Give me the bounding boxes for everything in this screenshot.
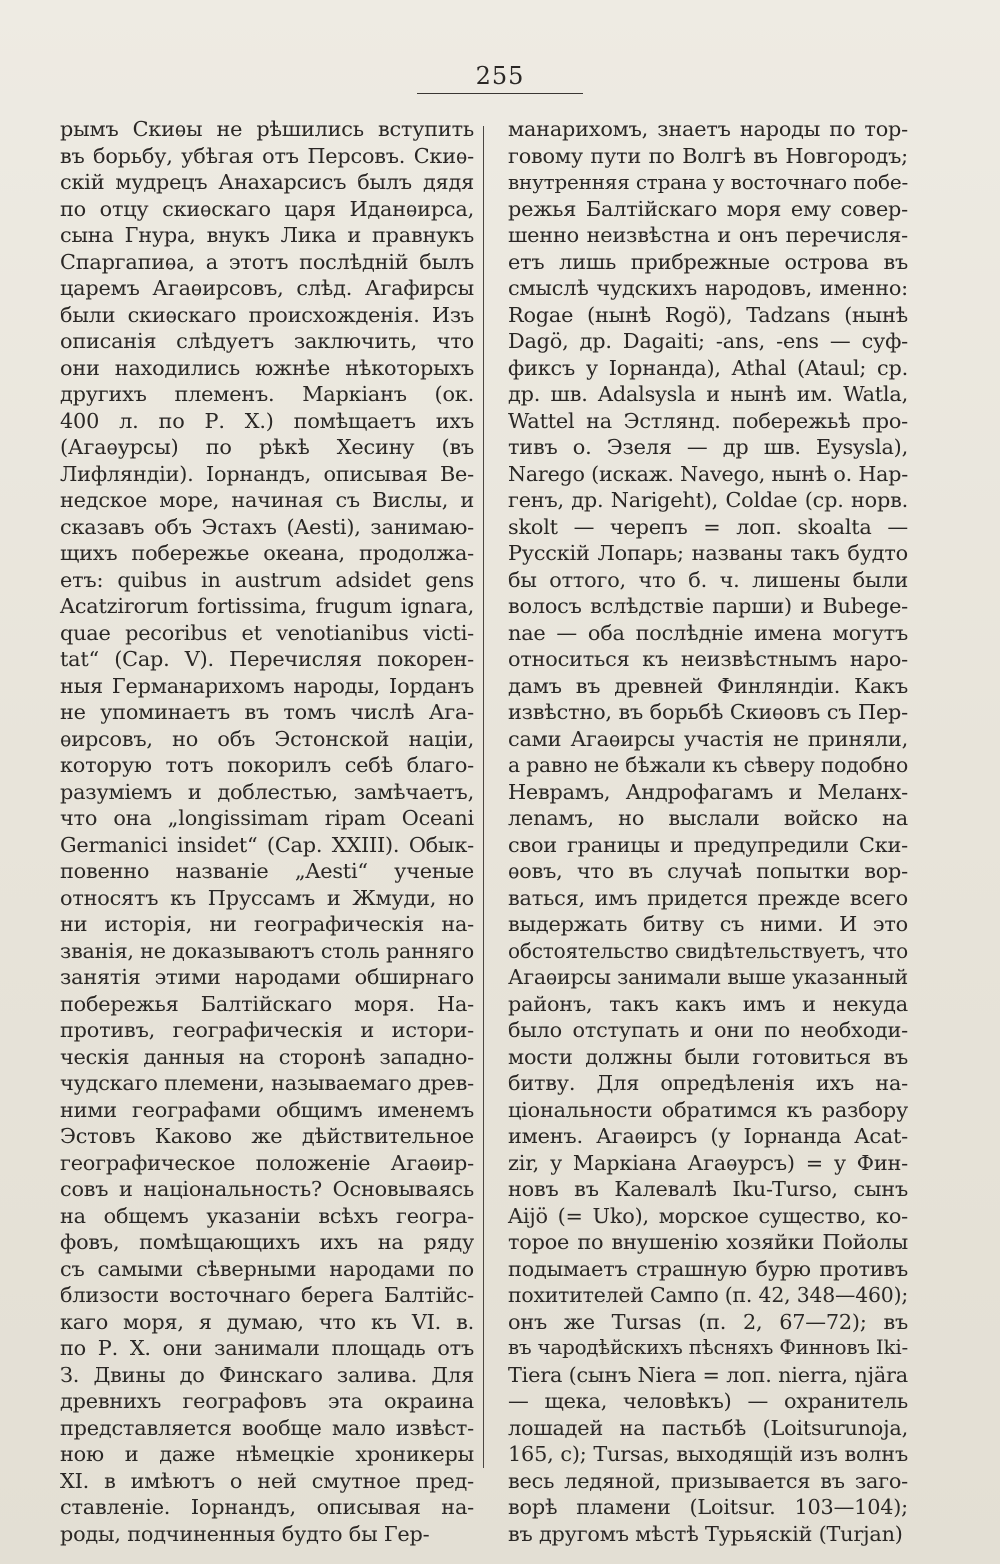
text-line: торое по внушенію хозяйки Пойолы: [508, 1230, 908, 1254]
text-line: Русскій Лопарь; названы такъ будто: [508, 541, 908, 565]
text-line: съ самыми сѣверными народами по: [60, 1256, 474, 1281]
text-line: выдержать битву съ ними. И это: [508, 912, 908, 936]
text-line: ныя Германарихомъ народы, Іорданъ: [60, 673, 474, 698]
text-line: skolt — черепъ = лоп. skoalta —: [508, 514, 908, 539]
text-line: свои границы и предупредили Ски-: [508, 832, 908, 857]
text-line: фовъ, помѣщающихъ ихъ на ряду: [60, 1230, 474, 1254]
text-line: режья Балтійскаго моря ему совер-: [508, 196, 908, 221]
text-line: ни исторія, ни географическія на-: [60, 912, 474, 936]
text-line: др. шв. Adalsysla и нынѣ им. Watla,: [508, 382, 908, 406]
text-line: по Р. Х. они занимали площадь отъ: [60, 1336, 474, 1360]
text-line: Germanici insidet“ (Cap. XXIII). Обык-: [60, 832, 474, 857]
text-line: Агаѳирсы занимали выше указанный: [508, 965, 908, 989]
text-line: географическое положеніе Агаѳир-: [60, 1150, 474, 1175]
text-line: другихъ племенъ. Маркіанъ (ок.: [60, 382, 474, 406]
text-line: щихъ побережье океана, продолжа-: [60, 541, 474, 565]
text-line: они находились южнѣе нѣкоторыхъ: [60, 355, 474, 380]
text-line: Dagö, др. Dagaiti; -ans, -ens — суф-: [508, 329, 908, 353]
text-line: весь ледяной, призывается въ заго-: [508, 1468, 908, 1493]
text-line: Acatzirorum fortissima, frugum ignara,: [60, 594, 474, 618]
text-line: ними географами общимъ именемъ: [60, 1097, 474, 1122]
text-line: сына Гнура, внукъ Лика и правнукъ: [60, 223, 474, 247]
text-line: близости восточнаго берега Балтійс-: [60, 1283, 474, 1307]
text-line: ворѣ пламени (Loitsur. 103—104);: [508, 1495, 908, 1519]
right-text-column: [508, 116, 908, 1547]
text-line: говому пути по Волгѣ въ Новгородъ;: [508, 143, 908, 168]
text-line: ѳовъ, что въ случаѣ попытки вор-: [508, 859, 908, 883]
text-line: tat“ (Cap. V). Перечисляя покорен-: [60, 647, 474, 671]
text-line: обстоятельство свидѣтельствуетъ, что: [508, 938, 908, 963]
text-line: новъ въ Калевалѣ Iku-Turso, сынъ: [508, 1177, 908, 1201]
text-line: подымаетъ страшную бурю противъ: [508, 1256, 908, 1281]
text-line: смыслѣ чудскихъ народовъ, именно:: [508, 276, 908, 300]
text-line: въ чародѣйскихъ пѣсняхъ Финновъ Iki-: [508, 1336, 908, 1359]
page-number: 255: [475, 62, 525, 90]
text-line: ною и даже нѣмецкіе хроникеры: [60, 1442, 474, 1466]
text-line: XI. в имѣютъ о ней смутное пред-: [60, 1468, 474, 1493]
text-line: тивъ о. Эзеля — др шв. Eysysla),: [508, 435, 908, 459]
text-line: относиться къ неизвѣстнымъ наро-: [508, 647, 908, 671]
text-line: не упоминаетъ въ томъ числѣ Ага-: [60, 700, 474, 724]
text-line: Эстовъ Каково же дѣйствительное: [60, 1124, 474, 1148]
text-line: въ борьбу, убѣгая отъ Персовъ. Скиѳ-: [60, 143, 474, 168]
text-line: побережья Балтійскаго моря. На-: [60, 991, 474, 1016]
text-line: рымъ Скиѳы не рѣшились вступить: [60, 117, 474, 141]
text-line: районъ, такъ какъ имъ и некуда: [508, 991, 908, 1016]
text-line: битву. Для опредѣленія ихъ на-: [508, 1071, 908, 1095]
text-line: въ другомъ мѣстѣ Турьяскій (Turjan): [508, 1521, 903, 1546]
text-line: недское море, начиная съ Вислы, и: [60, 488, 474, 512]
column-divider: [483, 126, 484, 1468]
text-line: которую тотъ покорилъ себѣ благо-: [60, 753, 474, 777]
text-line: етъ: quibus in austrum adsidet gens: [60, 567, 474, 592]
text-line: Спаргапиѳа, а этотъ послѣдній былъ: [60, 249, 474, 274]
text-line: 400 л. по Р. Х.) помѣщаетъ ихъ: [60, 408, 474, 433]
text-line: описанія слѣдуетъ заключить, что: [60, 329, 474, 353]
text-line: ѳирсовъ, но объ Эстонской націи,: [60, 726, 474, 751]
text-line: разуміемъ и доблестью, замѣчаетъ,: [60, 779, 474, 804]
text-line: каго моря, я думаю, что къ VI. в.: [60, 1309, 474, 1334]
text-line: царемъ Агаѳирсовъ, слѣд. Агафирсы: [60, 276, 474, 300]
text-line: Wattel на Эстлянд. побережьѣ про-: [508, 408, 908, 433]
text-line: сами Агаѳирсы участія не приняли,: [508, 726, 908, 751]
text-line: а равно не бѣжали къ сѣверу подобно: [508, 753, 908, 777]
left-text-column: [60, 116, 474, 1547]
text-line: Rogae (нынѣ Rogö), Tadzans (нынѣ: [508, 302, 908, 327]
text-line: совъ и національность? Основываясь: [60, 1177, 474, 1201]
text-line: леnамъ, но выслали войско на: [508, 806, 908, 830]
text-line: противъ, географическія и истори-: [60, 1018, 474, 1042]
text-line: что она „longissimam ripam Oceani: [60, 806, 474, 830]
text-line: лошадей на пастьбѣ (Loitsurunoja,: [508, 1415, 908, 1440]
text-line: З. Двины до Финскаго залива. Для: [60, 1362, 474, 1387]
text-line: манарихомъ, знаетъ народы по тор-: [508, 117, 908, 141]
text-line: nae — оба послѣдніе имена могутъ: [508, 620, 908, 645]
text-line: древнихъ географовъ эта окраина: [60, 1389, 474, 1413]
text-line: шенно неизвѣстна и онъ перечисля-: [508, 223, 908, 247]
text-line: Лифляндіи). Іорнандъ, описывая Ве-: [60, 461, 474, 486]
text-line: ческія данныя на сторонѣ западно-: [60, 1044, 474, 1069]
text-line: именъ. Агаѳирсъ (у Іорнанда Acat-: [508, 1124, 908, 1148]
text-line: онъ же Tursas (п. 2, 67—72); въ: [508, 1309, 908, 1334]
text-line: ціональности обратимся къ разбору: [508, 1097, 908, 1122]
text-line: похитителей Сампо (п. 42, 348—460);: [508, 1283, 908, 1307]
text-line: были скиѳскаго происхожденія. Изъ: [60, 302, 474, 327]
text-line: мости должны были готовиться въ: [508, 1044, 908, 1069]
text-line: етъ лишь прибрежные острова въ: [508, 249, 908, 274]
text-line: было отступать и они по необходи-: [508, 1018, 908, 1042]
text-line: Narego (искаж. Navego, нынѣ о. Нар-: [508, 461, 908, 486]
text-line: на общемъ указаніи всѣхъ геогра-: [60, 1203, 474, 1228]
text-line: званія, не доказываютъ столь ранняго: [60, 938, 474, 963]
text-line: бы оттого, что б. ч. лишены были: [508, 567, 908, 592]
text-line: Aijö (= Uko), морское существо, ко-: [508, 1203, 908, 1228]
text-line: скій мудрецъ Анахарсисъ былъ дядя: [60, 170, 474, 194]
text-line: внутренняя страна у восточнаго побе-: [508, 170, 908, 194]
text-line: извѣстно, въ борьбѣ Скиѳовъ съ Пер-: [508, 700, 908, 724]
text-line: ваться, имъ придется прежде всего: [508, 885, 908, 910]
text-line: (Агаѳурсы) по рѣкѣ Хесину (въ: [60, 435, 474, 459]
text-line: сказавъ объ Эстахъ (Aesti), занимаю-: [60, 514, 474, 539]
text-line: повенно названіе „Aesti“ ученые: [60, 859, 474, 883]
text-line: — щека, человѣкъ) — охранитель: [508, 1389, 908, 1413]
text-line: Неврамъ, Андрофагамъ и Меланх-: [508, 779, 908, 804]
text-line: волосъ вслѣдствіе парши) и Bubege-: [508, 594, 908, 618]
text-line: по отцу скиѳскаго царя Иданѳирса,: [60, 196, 474, 221]
text-line: занятія этими народами обширнаго: [60, 965, 474, 989]
text-line: дамъ въ древней Финляндіи. Какъ: [508, 673, 908, 698]
text-line: 165, c); Tursas, выходящій изъ волнъ: [508, 1442, 908, 1466]
text-line: zir, у Маркіана Агаѳурсъ) = у Фин-: [508, 1150, 908, 1175]
text-line: представляется вообще мало извѣст-: [60, 1415, 474, 1440]
page-number-rule: [417, 93, 583, 94]
text-line: чудскаго племени, называемаго древ-: [60, 1071, 475, 1095]
text-line: Tiera (сынъ Niera = лоп. nierra, njära: [508, 1362, 908, 1387]
text-line: генъ, др. Narigeht), Coldae (ср. норв.: [508, 488, 908, 512]
text-line: ставленіе. Іорнандъ, описывая на-: [60, 1495, 474, 1519]
text-line: относятъ къ Пруссамъ и Жмуди, но: [60, 885, 474, 910]
text-line: quae pecoribus et venotianibus victi-: [60, 620, 474, 645]
text-line: роды, подчиненныя будто бы Гер-: [60, 1521, 430, 1546]
text-line: фиксъ у Іорнанда), Athal (Ataul; ср.: [508, 355, 908, 380]
